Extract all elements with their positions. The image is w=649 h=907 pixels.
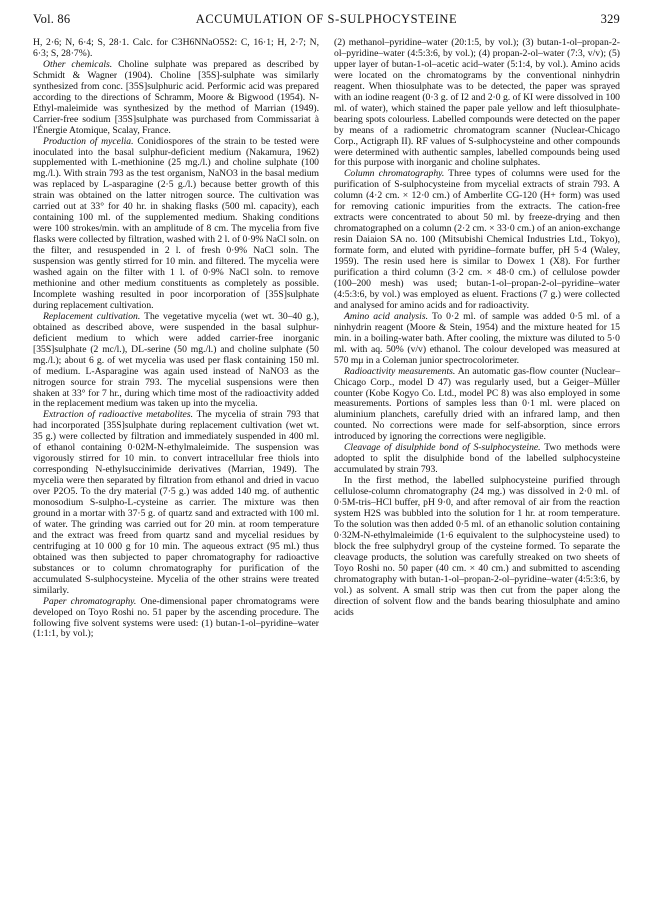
paragraph-text: An automatic gas-flow counter (Nuclear–Chicago Corp., model D 47) was regularly used, but a Geiger–Müller counter (Kobe Kogyo Co. Ltd., model PC 8) was also employed in some measurements. Portions of samples less than 0·1 ml. were placed on aluminium planchets, carefully dried with an infrared lamp, and then counted. No corrections were made for self-absorption, since errors introduced by ignoring the corrections were negligible. — [334, 365, 621, 443]
left-column — [33, 38, 319, 640]
paragraph — [33, 137, 319, 312]
paragraph — [334, 38, 620, 169]
paragraph-text: Two methods were adopted to split the disulphide bond of the labelled sulphocysteine accumulated by strain 793. — [334, 442, 621, 476]
paragraph — [33, 410, 319, 596]
page-number: 329 — [600, 12, 620, 26]
running-title: ACCUMULATION OF S-SULPHOCYSTEINE — [195, 12, 458, 26]
paragraph-text: The vegetative mycelia (wet wt. 30–40 g.), obtained as described above, were suspended in the basal sulphur-deficient medium to which were added carrier-free inorganic [35S]sulphate (2 mc/l.), DL-serine (50 mg./l.) and choline sulphate (50 mg./l.); about 6 g. of wet mycelia was used per flask containing 150 ml. of medium. L-Asparagine was again used instead of NaNO3 as the nitrogen source for strain 793. The mycelial suspensions were then shaken at 33° for 7 hr., during which time most of the radioactivity added in the replacement medium was taken up into the mycelia. — [33, 310, 319, 410]
section-lead: Production of mycelia. — [43, 135, 134, 147]
paragraph-text: One-dimensional paper chromatograms were developed on Toyo Roshi no. 51 paper by the ascending procedure. The following five solvent systems were used: (1) butan-1-ol–pyridine–water (1:1:1, by vol.); — [33, 595, 320, 640]
paragraph-text: Three types of columns were used for the purification of S-sulphocysteine from mycelial extracts of strain 793. A column (4·2 cm. × 12·0 cm.) of Amberlite CG-120 (H+ form) was used for removing cationic impurities from the extracts. The cation-free extracts were concentrated to about 50 ml. by freeze-drying and then chromatographed on a column (2·2 cm. × 33·0 cm.) of an anion-exchange resin Daiaion SA no. 100 (Mitsubishi Chemical Industries Ltd., Tokyo), formate form, and eluted with pyridine–formate buffer, pH 5·4 (Waley, 1959). The resin used here is similar to Dowex 1 (X8). For further purification a third column (3·2 cm. × 48·0 cm.) of cellulose powder (100–200 mesh) was used; butan-1-ol–propan-2-ol–pyridine–water (4:5:3:6, by vol.) was employed as eluent. Fractions (7 g.) were collected and analysed for amino acids and for radioactivity. — [334, 168, 620, 311]
paragraph — [33, 312, 319, 411]
volume-number: Vol. 86 — [33, 12, 71, 26]
paragraph — [334, 443, 620, 476]
running-header — [33, 12, 620, 30]
paragraph — [334, 476, 620, 618]
section-lead: Column chromatography. — [344, 168, 445, 180]
paragraph-text: The mycelia of strain 793 that had incorporated [35S]sulphate during replacement cultivation (wet wt. 35 g.) were collected by filtration and immediately suspended in 400 ml. of ethanol containing 0·02M-N-ethylmaleimide. The suspension was vigorously stirred for 10 min. to convert intracellular free thiols into corresponding N-ethylsuccinimide derivatives (Marrian, 1949). The mycelia were then separated by filtration from ethanol and dried in vacuo over P2O5. To the dry material (7·5 g.) was added 140 mg. of authentic monosodium S-sulpho-L-cysteine as carrier. The mixture was then ground in a mortar with 37·5 g. of quartz sand and extracted with 100 ml. of water. The grinding was carried out for 20 min. at room temperature and the extract was freed from quartz sand and mycelial residues by centrifuging at 10 000 g for 10 min. The aqueous extract (95 ml.) thus obtained was then subjected to paper chromatography for radioactive substances or to column chromatography for purification of the accumulated S-sulphocysteine. Mycelia of the other strains were treated similarly. — [33, 409, 320, 596]
paragraph — [33, 597, 319, 641]
section-lead: Cleavage of disulphide bond of S-sulphocysteine. — [344, 442, 541, 454]
paragraph — [334, 312, 620, 367]
section-lead: Other chemicals. — [43, 58, 113, 70]
paragraph — [33, 60, 319, 137]
paragraph — [334, 169, 620, 311]
section-lead: Radioactivity measurements. — [344, 365, 456, 377]
paragraph — [334, 367, 620, 444]
paragraph-text: H, 2·6; N, 6·4; S, 28·1. Calc. for C3H6NNaO5S2: C, 16·1; H, 2·7; N, 6·3; S, 28·7%). — [33, 37, 319, 59]
section-lead: Amino acid analysis. — [344, 310, 428, 322]
paragraph-text: Conidiospores of the strain to be tested were inoculated into the basal sulphur-deficient medium (Nakamura, 1962) supplemented with L-methionine (25 mg./l.) and choline sulphate (100 mg./l.). With strain 793 as the test organism, NaNO3 in the basal medium was replaced by L-asparagine (2·5 g./l.) because better growth of this strain was obtained on the latter nitrogen source. The cultivation was carried out at 33° for 40 hr. in shaking flasks (500 ml. capacity), each containing 100 ml. of the supplemented medium. Shaking conditions were 100 strokes/min. with an amplitude of 8 cm. The mycelia from five flasks were collected by filtration, washed with 2 l. of 0·9% NaCl soln. on the filter, and resuspended in 2 l. of fresh 0·9% NaCl soln. The suspension was gently stirred for 10 min. and filtered. The mycelia were washed again on the filter with 1 l. of 0·9% NaCl soln. to remove methionine and other medium constituents as completely as possible. Incomplete washing resulted in poor incorporation of [35S]sulphate during replacement cultivation. — [33, 135, 320, 311]
right-column — [334, 38, 620, 619]
paragraph-text: To 0·2 ml. of sample was added 0·5 ml. of a ninhydrin reagent (Moore & Stein, 1954) and the mixture heated for 15 min. in a boiling-water bath. After cooling, the mixture was diluted to 5·0 ml. with aq. 50% (v/v) ethanol. The colour developed was measured at 570 mμ in a Coleman junior spectrocolorimeter. — [334, 310, 621, 366]
paragraph-text: (2) methanol–pyridine–water (20:1:5, by vol.); (3) butan-1-ol–propan-2-ol–pyridine–water (4:5:3:6, by vol.); (4) propan-2-ol–water (7:3, v/v); (5) upper layer of butan-1-ol–acetic acid–water (5:1:4, by vol.). Amino acids were located on the chromatograms by the conventional ninhydrin reagent. When thiosulphate was to be detected, the paper was sprayed with an iodine reagent (0·3 g. of I2 and 2·0 g. of KI were dissolved in 100 ml. of water), which stained the paper pale yellow and left thiosulphate-bearing spots colourless. Labelled compounds were detected on the paper by means of a radiometric chromatogram scanner (Nuclear-Chicago Corp., Actigraph II). RF values of S-sulphocysteine and other compounds were determined with authentic samples, labelled compounds being used for this purpose with inorganic and choline sulphates. — [334, 37, 620, 169]
paragraph-text: Choline sulphate was prepared as described by Schmidt & Wagner (1904). Choline [35S]-sulphate was similarly synthesized from conc. [35S]sulphuric acid. Performic acid was prepared according to the directions of Schramm, Moore & Bigwood (1954). N-Ethyl-maleimide was synthesized by the method of Marrian (1949). Carrier-free sodium [35S]sulphate was purchased from Commissariat à l'Énergie Atomique, Scalay, France. — [33, 58, 319, 136]
paragraph-text: In the first method, the labelled sulphocysteine purified through cellulose-column chromatography (24 mg.) was dissolved in 2·0 ml. of 0·5M-tris–HCl buffer, pH 9·0, and after removal of air from the reaction system H2S was bubbled into the solution for 1 hr. at room temperature. To the solution was then added 0·5 ml. of an ethanolic solution containing 0·32M-N-ethylmaleimide (1·6 equivalent to the sulphocysteine used) to block the free sulphydryl group of the cysteine formed. To separate the cleavage products, the solution was carefully streaked on two sheets of Toyo Roshi no. 50 paper (40 cm. × 40 cm.) and submitted to ascending chromatography with butan-1-ol–propan-2-ol–pyridine–water (4:5:3:6, by vol.) as solvent. A small strip was then cut from the paper along the direction of solvent flow and the bands bearing thiosulphate and amino acids — [334, 475, 620, 618]
section-lead: Paper chromatography. — [43, 595, 137, 607]
section-lead: Replacement cultivation. — [43, 310, 141, 322]
section-lead: Extraction of radioactive metabolites. — [43, 409, 193, 421]
paragraph — [33, 38, 319, 60]
